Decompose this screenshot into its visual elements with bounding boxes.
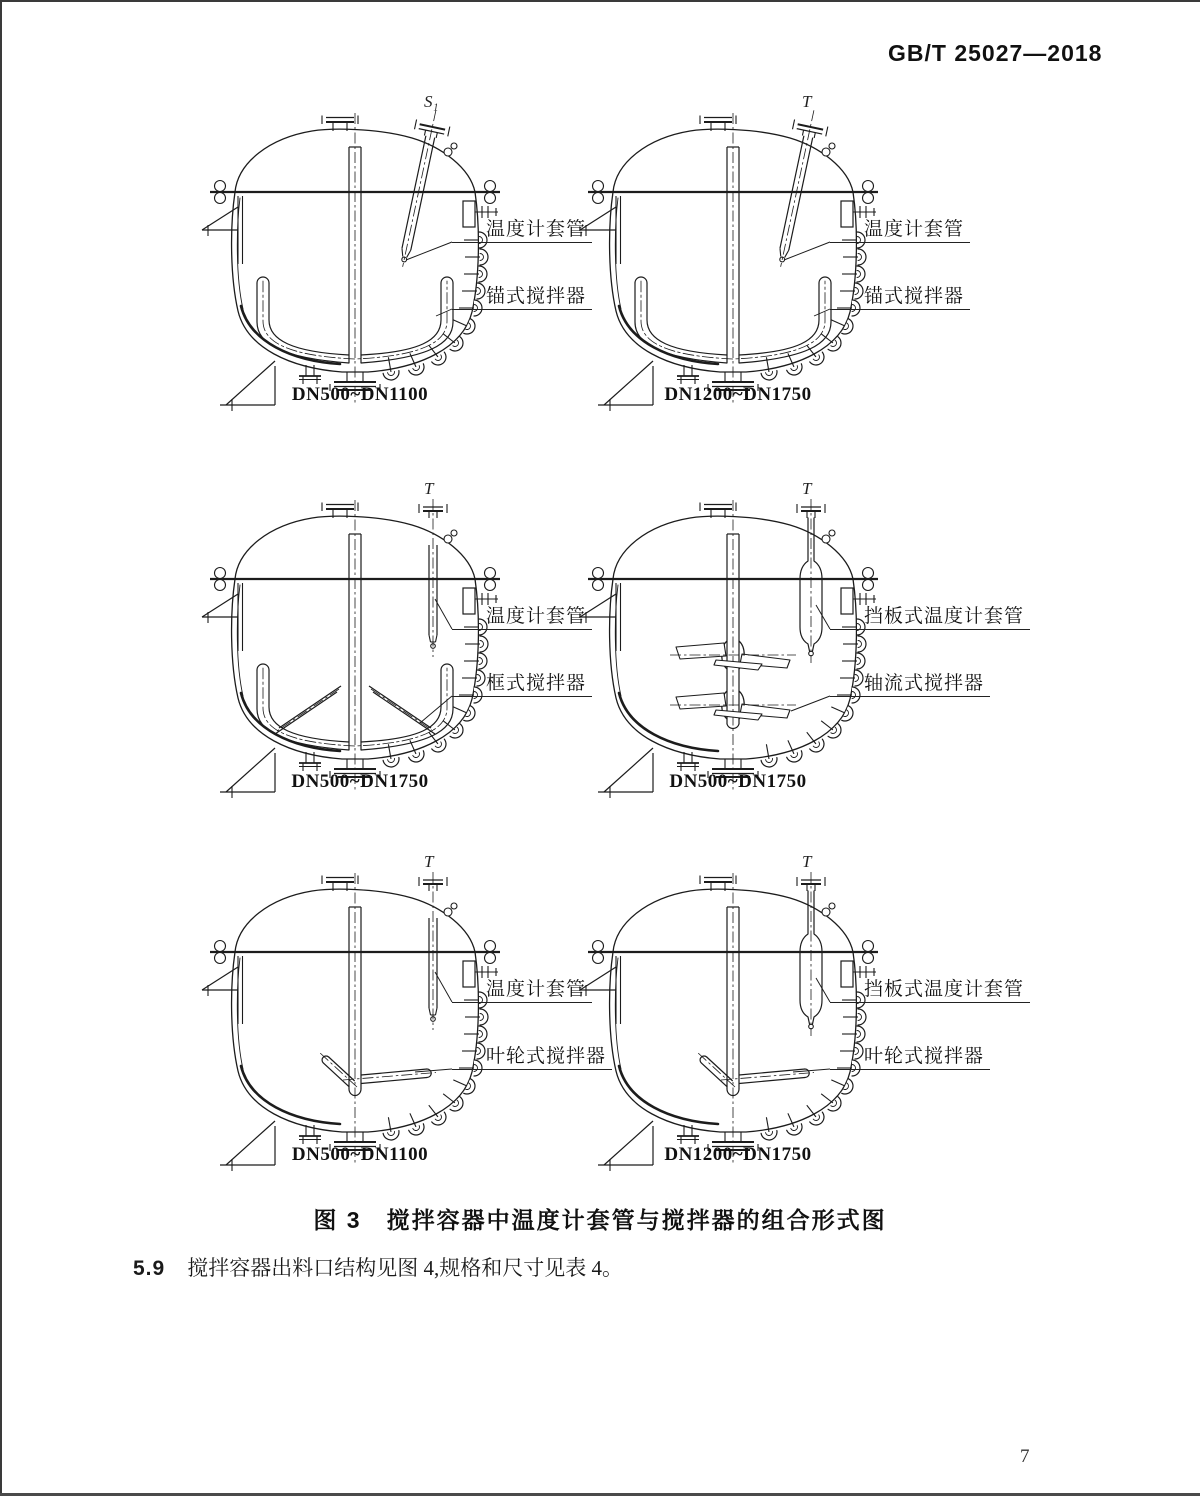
nozzle-mark-label: T (802, 92, 812, 111)
callout-leader-lines (784, 242, 830, 316)
agitator-callout-label: 叶轮式搅拌器 (452, 1046, 612, 1070)
clause-number: 5.9 (133, 1257, 166, 1280)
vessel-body (580, 873, 878, 1171)
thermowell-callout-label: 温度计套管 (830, 219, 970, 243)
agitator-callout-label: 轴流式搅拌器 (830, 673, 990, 697)
dn-range-label: DN1200~DN1750 (664, 384, 812, 405)
dn-range-label: DN500~DN1750 (669, 771, 807, 792)
scan-edge-left (0, 0, 2, 1496)
thermowell-callout-label: 温度计套管 (452, 979, 592, 1003)
thermowell-callout-label: 挡板式温度计套管 (830, 979, 1030, 1003)
dn-range-label: DN1200~DN1750 (664, 1144, 812, 1165)
callout-leader-lines (415, 972, 452, 1072)
callout-leader-lines (791, 605, 830, 711)
impeller-agitator (697, 907, 814, 1096)
nozzle-mark-label: T (424, 479, 434, 498)
nozzle-mark-label: S₁ (424, 92, 439, 111)
nozzle-mark-label: T (802, 852, 812, 871)
baffle-thermowell (797, 872, 825, 1036)
clause-text: 搅拌容器出料口结构见图 4,规格和尺寸见表 4。 (187, 1256, 623, 1280)
vessel-body (202, 500, 500, 798)
thermowell-callout-label: 挡板式温度计套管 (830, 606, 1030, 630)
diagram-middle-right (558, 479, 1028, 832)
nozzle-mark-label: T (424, 852, 434, 871)
dn-range-label: DN500~DN1100 (291, 384, 429, 405)
thermowell-callout-label: 温度计套管 (452, 606, 592, 630)
callout-leader-lines (793, 978, 830, 1072)
vessel-body (580, 113, 878, 411)
diagram-bottom-right (558, 852, 1028, 1205)
vessel-body (580, 500, 878, 798)
agitator-callout-label: 锚式搅拌器 (452, 286, 592, 310)
agitator-callout-label: 锚式搅拌器 (830, 286, 970, 310)
baffle-thermowell (797, 499, 825, 663)
clause-paragraph (133, 1252, 623, 1282)
scan-edge-top (0, 0, 1200, 2)
vessel-body (202, 113, 500, 411)
agitator-callout-label: 叶轮式搅拌器 (830, 1046, 990, 1070)
dn-range-label: DN500~DN1100 (291, 1144, 429, 1165)
figure-caption: 图 3 搅拌容器中温度计套管与搅拌器的组合形式图 (313, 1207, 887, 1233)
thermowell-callout-label: 温度计套管 (452, 219, 592, 243)
impeller-agitator (319, 907, 436, 1096)
callout-leader-lines (406, 242, 452, 316)
standard-number-header: GB/T 25027—2018 (888, 40, 1103, 66)
vessel-body (202, 873, 500, 1171)
dn-range-label: DN500~DN1750 (291, 771, 429, 792)
diagram-top-right (558, 92, 1028, 445)
nozzle-mark-label: T (802, 479, 812, 498)
page-number: 7 (1020, 1446, 1030, 1467)
agitator-callout-label: 框式搅拌器 (452, 673, 592, 697)
